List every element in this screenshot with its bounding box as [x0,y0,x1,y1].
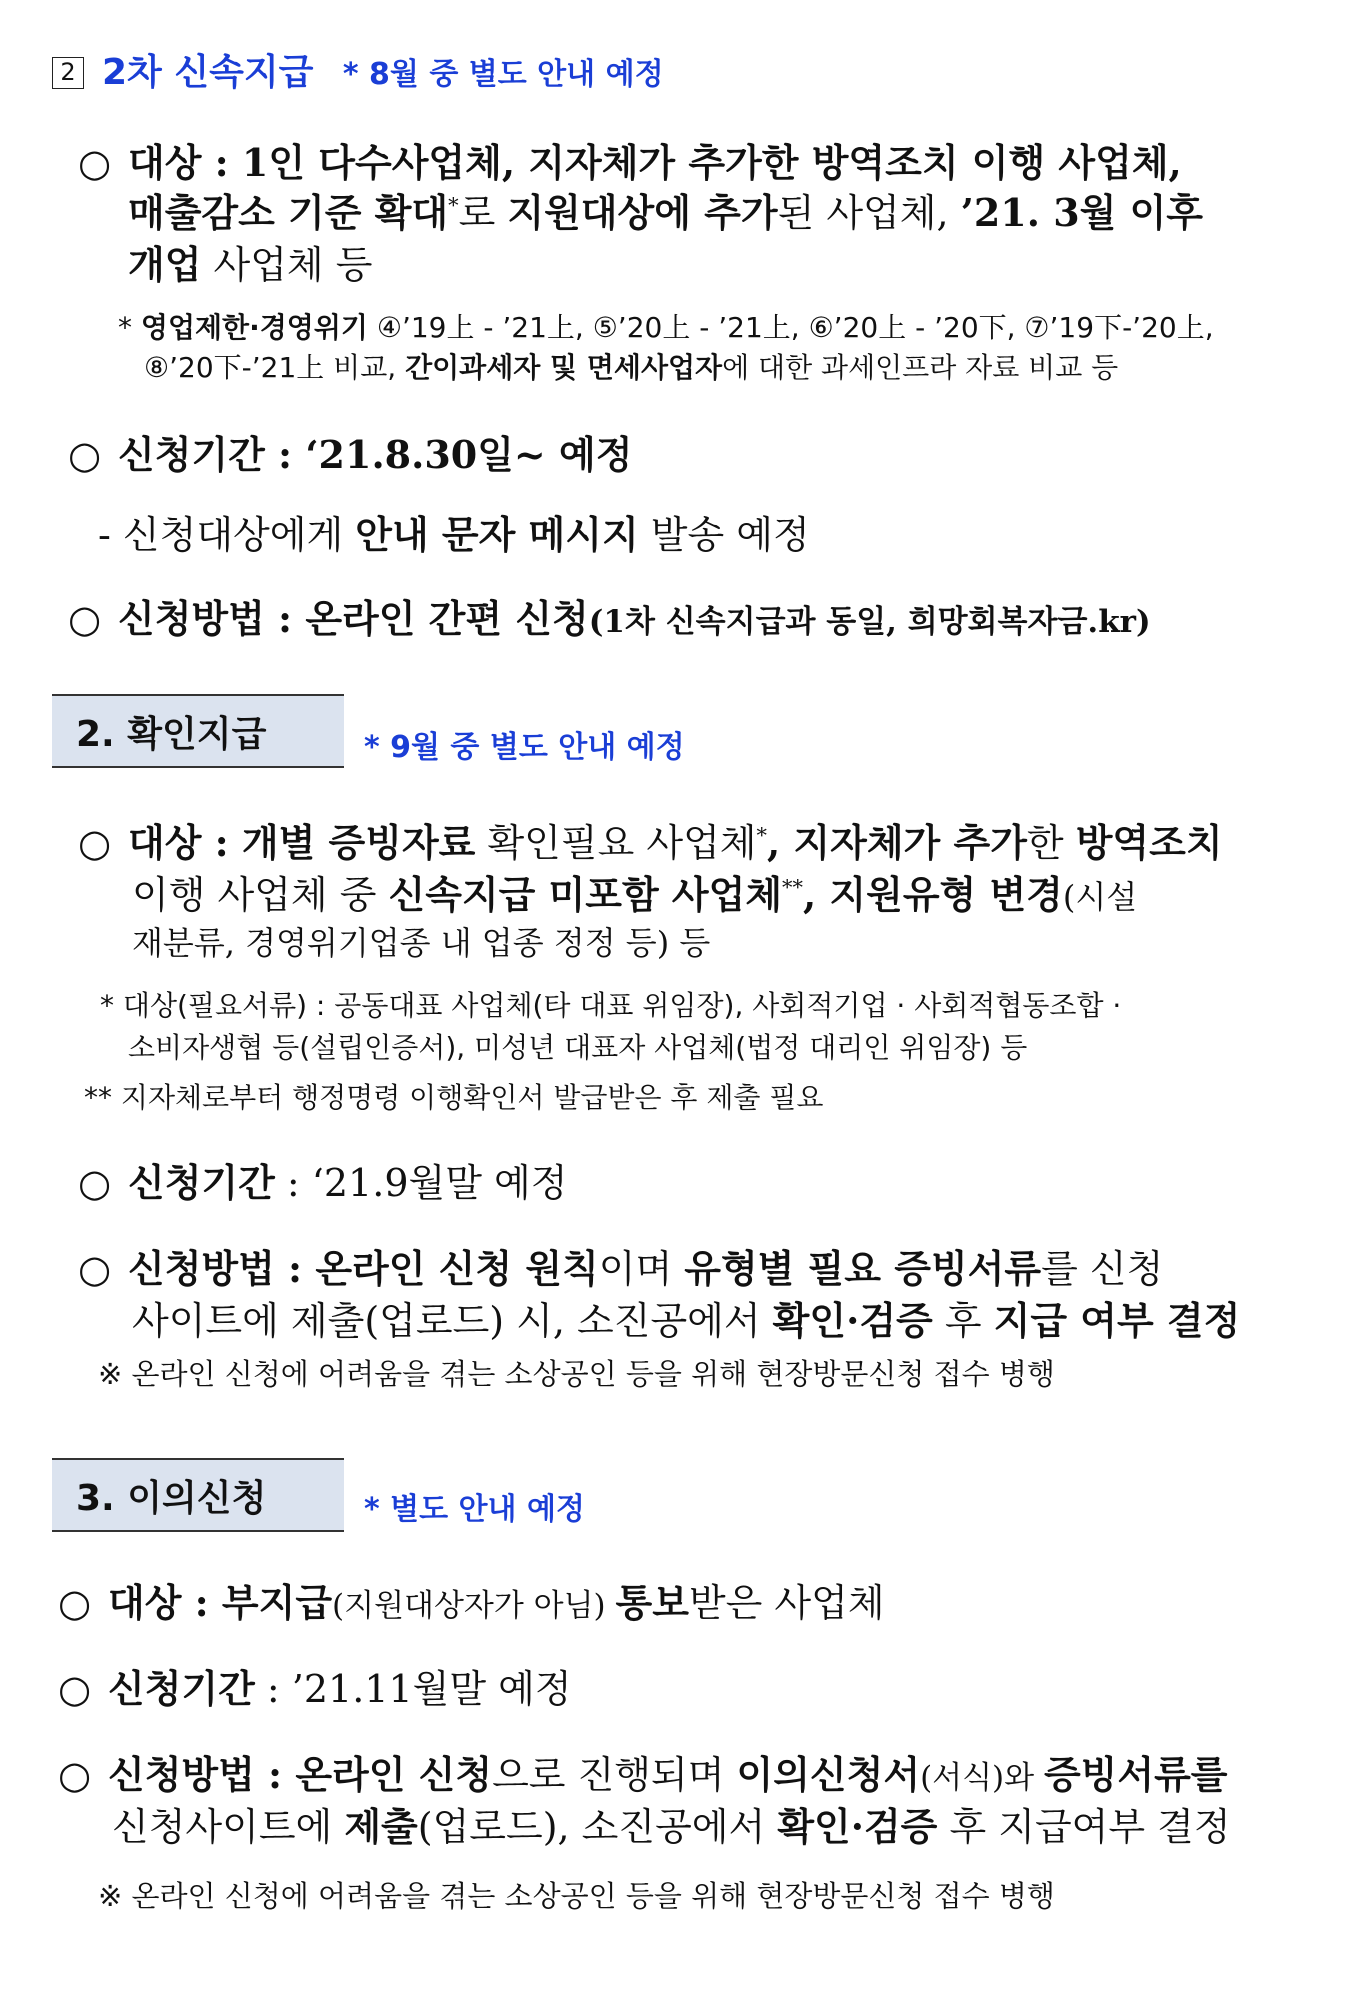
section-objection-box [52,1458,344,1532]
target-line-2 [128,182,1203,237]
bullet: ○ [58,1581,92,1625]
text: 된 사업체, [777,191,961,235]
text: 대상 : 개별 증빙자료 [128,820,476,865]
text: 신청방법 : 온라인 간편 신청 [118,596,589,641]
text: 를 신청 [1041,1247,1164,1291]
text: 제출 [344,1804,418,1849]
bullet: ○ [68,597,102,641]
section-2nd-quick-heading [52,44,664,95]
text: (지원대상자가 아님) [332,1588,616,1624]
text: (1차 신속지급과 동일, 희망회복자금.kr) [588,604,1151,640]
objection-period-line [58,1658,572,1713]
text: 발송 예정 [638,513,810,557]
period-sub-line [98,504,810,559]
text: 신청기간 : [118,432,306,477]
text: 받은 사업체 [688,1581,885,1625]
text: ④’19上 - ’21上, ⑤’20上 - ’21上, ⑥’20上 - ’20下, ⑦’19下-’20上, [367,311,1214,344]
confirm-method-line-2 [132,1290,1240,1345]
text: 신속지급 미포함 사업체 [388,872,783,917]
objection-target-line [58,1572,885,1627]
confirm-target-line-1 [78,812,1223,867]
text: 한 [1026,821,1076,865]
text: 사업체 등 [201,243,373,287]
text: 증빙서류를 [1043,1752,1228,1797]
text: 이의신청서 [736,1752,921,1797]
target-line-3 [128,234,372,289]
confirm-footnote-1-line-2: 소비자생협 등(설립인증서), 미성년 대표자 사업체(법정 대리인 위임장) 등 [128,1031,1028,1064]
text: ’21. 3월 이후 [960,190,1204,235]
text: 로 [458,191,508,235]
bullet: ○ [58,1753,92,1797]
text: 간이과세자 및 면세사업자 [405,351,723,384]
text: : ‘21.9월말 예정 [274,1161,568,1205]
text: 방역조치 [1075,820,1223,865]
text: 에 대한 과세인프라 자료 비교 등 [722,351,1119,384]
text: 유형별 필요 증빙서류 [684,1246,1042,1291]
bullet: ○ [68,433,102,477]
objection-method-line-2 [112,1796,1231,1851]
confirm-footnote-1-line-1: * 대상(필요서류) : 공동대표 사업체(타 대표 위임장), 사회적기업 · 사회적협동조합 · [100,989,1122,1022]
objection-method-line-1 [58,1744,1228,1799]
target-line-1 [78,132,1182,187]
text: , 지자체가 추가 [766,820,1027,865]
text: 확인·검증 [777,1804,938,1849]
text: : ’21.11월말 예정 [254,1667,572,1711]
confirm-target-line-3: 재분류, 경영위기업종 내 업종 정정 등) 등 [132,924,711,962]
text: ‘21.8.30일~ 예정 [305,432,633,477]
bullet: ○ [78,821,112,865]
text: 안내 문자 메시지 [355,512,639,557]
confirm-method-line-1 [78,1238,1163,1293]
confirm-target-line-2 [132,864,1137,919]
text: 개업 [128,242,202,287]
text: 확인·검증 [772,1298,933,1343]
text: 후 [932,1299,994,1343]
section-note: * 9월 중 별도 안내 예정 [364,730,685,765]
bullet: ○ [58,1667,92,1711]
text: , 지원유형 변경 [802,872,1063,917]
text: 신청방법 : 온라인 신청 원칙 [128,1246,599,1291]
confirm-period-line [78,1152,567,1207]
sup: * [756,823,767,848]
box-number: 2 [52,57,84,89]
text: 대상 : 1인 다수사업체, 지자체가 추가한 방역조치 이행 사업체, [128,140,1182,185]
bullet: ○ [78,1161,112,1205]
confirm-footnote-2: ** 지자체로부터 행정명령 이행확인서 발급받은 후 제출 필요 [84,1081,824,1114]
text: 지급 여부 결정 [993,1298,1241,1343]
section-title: 2차 신속지급 [102,52,314,93]
section-note: * 8월 중 별도 안내 예정 [342,57,664,92]
text: 확인필요 사업체 [475,821,757,865]
sup: * [448,193,459,218]
text: 신청방법 : 온라인 신청 [108,1752,493,1797]
text: 영업제한·경영위기 [140,311,368,344]
text: (시설 [1062,878,1138,916]
confirm-reference-note: ※ 온라인 신청에 어려움을 겪는 소상공인 등을 위해 현장방문신청 접수 병행 [98,1357,1055,1391]
section-title: 2. 확인지급 [76,714,267,755]
footnote-line-1 [118,306,1214,346]
footnote-line-2 [144,346,1118,386]
text: 신청사이트에 [112,1805,345,1849]
text: * [118,311,141,344]
text: 후 지급여부 결정 [937,1805,1231,1849]
text: - 신청대상에게 [98,513,356,557]
text: (서식)와 [920,1760,1044,1796]
sup: ** [782,875,803,900]
text: 매출감소 기준 확대 [128,190,449,235]
section-note: * 별도 안내 예정 [364,1492,585,1527]
text: 지원대상에 추가 [507,190,778,235]
text: 이며 [598,1247,685,1291]
text: 사이트에 제출(업로드) 시, 소진공에서 [132,1299,773,1343]
text: 신청기간 [108,1666,255,1711]
text: 신청기간 [128,1160,275,1205]
period-line [68,424,632,479]
objection-reference-note: ※ 온라인 신청에 어려움을 겪는 소상공인 등을 위해 현장방문신청 접수 병행 [98,1879,1055,1913]
text: 으로 진행되며 [492,1753,737,1797]
section-confirm-box [52,694,344,768]
text: 이행 사업체 중 [132,873,389,917]
section-title: 3. 이의신청 [76,1478,267,1519]
text: ⑧’20下-’21上 비교, [144,351,406,384]
bullet: ○ [78,1247,112,1291]
text: (업로드), 소진공에서 [417,1805,778,1849]
method-line [68,588,1151,643]
bullet: ○ [78,141,112,185]
text: 통보 [615,1580,689,1625]
text: 대상 : 부지급 [108,1580,333,1625]
